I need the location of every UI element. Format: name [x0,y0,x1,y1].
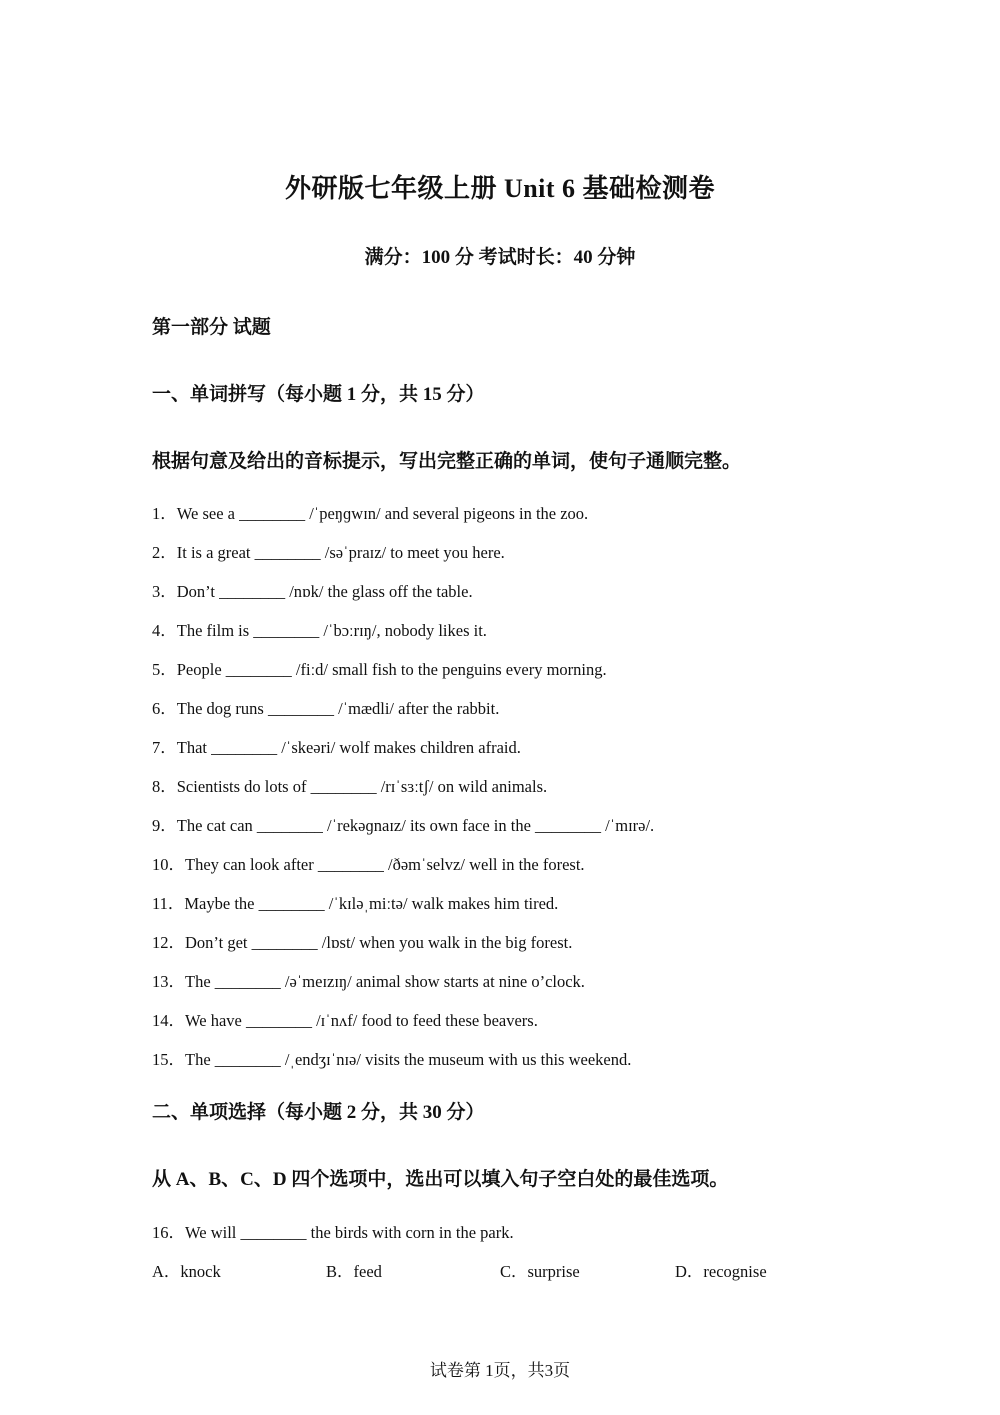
question-5: 5．People ________ /fiːd/ small fish to the penguins every morning. [152,660,607,679]
question-16: 16．We will ________ the birds with corn in the park. [152,1223,514,1242]
question-11: 11．Maybe the ________ /ˈkɪləˌmiːtə/ walk makes him tired. [152,894,559,913]
question-9: 9．The cat can ________ /ˈrekəɡnaɪz/ its own face in the ________ /ˈmɪrə/. [152,816,655,835]
option-d: D．recognise [675,1262,767,1281]
question-8: 8．Scientists do lots of ________ /rɪˈsɜːtʃ/ on wild animals. [152,777,548,796]
question-12: 12．Don’t get ________ /lɒst/ when you walk in the big forest. [152,933,573,952]
page-footer: 试卷第 1页，共3页 [429,1361,571,1380]
question-16-options [152,1258,852,1282]
question-4: 4．The film is ________ /ˈbɔːrɪŋ/, nobody likes it. [152,621,487,640]
exam-subtitle: 满分：100 分 考试时长：40 分钟 [364,247,636,268]
question-10: 10．They can look after ________ /ðəmˈselvz/ well in the forest. [152,855,585,874]
option-a: A．knock [152,1262,221,1281]
option-b: B．feed [326,1262,382,1281]
part-heading: 第一部分 试题 [152,317,271,338]
question-6: 6．The dog runs ________ /ˈmædli/ after the rabbit. [152,699,500,718]
exam-title: 外研版七年级上册 Unit 6 基础检测卷 [284,174,716,203]
question-3: 3．Don’t ________ /nɒk/ the glass off the table. [152,582,473,601]
question-7: 7．That ________ /ˈskeəri/ wolf makes children afraid. [152,738,521,757]
question-15: 15．The ________ /ˌendʒɪˈnɪə/ visits the museum with us this weekend. [152,1050,632,1069]
question-14: 14．We have ________ /ɪˈnʌf/ food to feed these beavers. [152,1011,538,1030]
option-c: C．surprise [500,1262,580,1281]
section2-instruction: 从 A、B、C、D 四个选项中，选出可以填入句子空白处的最佳选项。 [152,1169,729,1190]
section1-heading: 一、单词拼写（每小题 1 分，共 15 分） [152,384,485,405]
question-1: 1．We see a ________ /ˈpeŋɡwɪn/ and several pigeons in the zoo. [152,504,589,523]
question-13: 13．The ________ /əˈmeɪzɪŋ/ animal show starts at nine o’clock. [152,972,585,991]
section2-heading: 二、单项选择（每小题 2 分，共 30 分） [152,1102,485,1123]
question-2: 2．It is a great ________ /səˈpraɪz/ to meet you here. [152,543,505,562]
section1-instruction: 根据句意及给出的音标提示，写出完整正确的单词，使句子通顺完整。 [152,451,742,472]
